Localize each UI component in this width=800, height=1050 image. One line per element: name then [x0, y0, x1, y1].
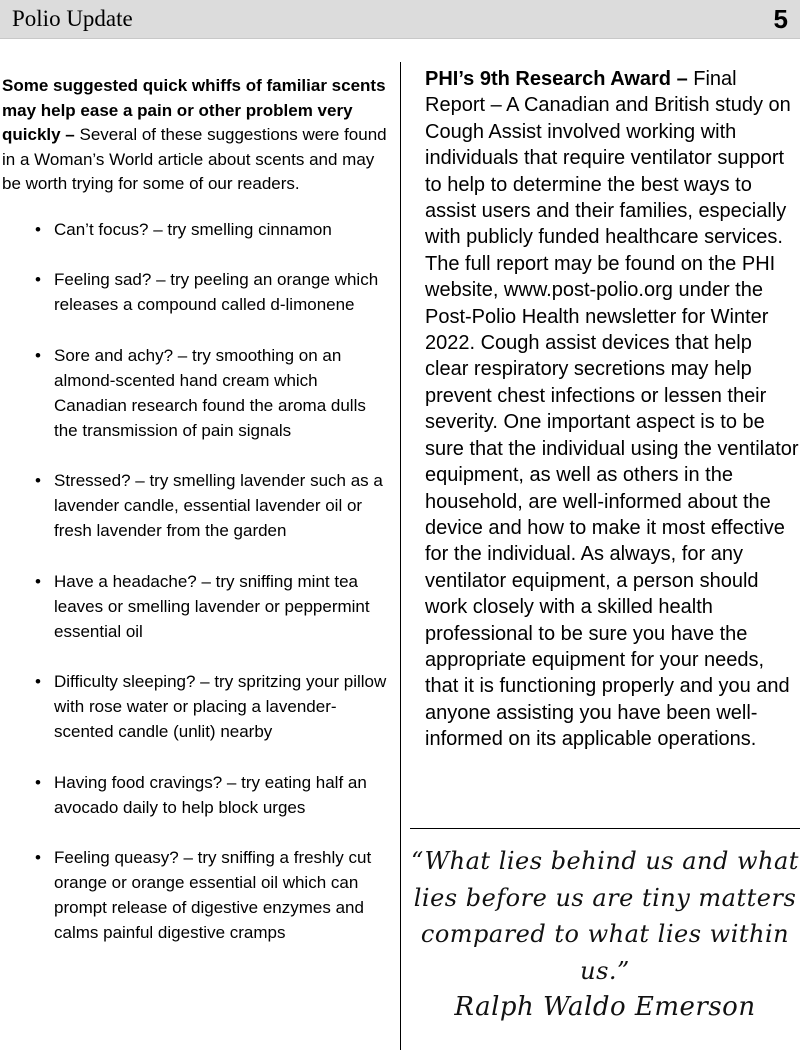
- scent-tips-list: [2, 217, 387, 946]
- research-award-heading: PHI’s 9th Research Award –: [425, 68, 688, 90]
- list-item: • Having food cravings? – try eating half an avocado daily to help block urges: [2, 770, 387, 820]
- quote-author: Ralph Waldo Emerson: [454, 992, 756, 1022]
- quote-text: “What lies behind us and what lies before us are tiny matters compared to what lies within us.”: [411, 847, 799, 985]
- scents-intro-text: Several of these suggestions were found in a Woman’s World article about scents and may be worth trying for some of our readers.: [2, 125, 387, 193]
- list-item: • Feeling sad? – try peeling an orange which releases a compound called d-limonene: [2, 267, 387, 317]
- page-number: 5: [773, 4, 788, 34]
- list-item: • Have a headache? – try sniffing mint tea leaves or smelling lavender or peppermint essential oil: [2, 569, 387, 644]
- list-item: • Feeling queasy? – try sniffing a freshly cut orange or orange essential oil which can prompt release of digestive enzymes and calms painful digestive cramps: [2, 845, 387, 945]
- research-award-body: Final Report – A Canadian and British study on Cough Assist involved working with individuals that require ventilator support to help to determine the best ways to assist users and their families, especially with publicly funded healthcare services. The full report may be found on the PHI website, www.post-polio.org under the Post-Polio Health newsletter for Winter 2022. Cough assist devices that help clear respiratory secretions may help prevent chest infections or lessen their severity. One important aspect is to be sure that the individual using the ventilator equipment, as well as others in the household, are well-informed about the device and how to make it most effective for the individual. As always, for any ventilator equipment, a person should work closely with a skilled health professional to be sure you have the appropriate equipment for your needs, that it is functioning properly and you and anyone assisting you have been well-informed on its applicable operations.: [425, 68, 799, 751]
- list-item: • Sore and achy? – try smoothing on an almond-scented hand cream which Canadian research found the aroma dulls the transmission of pain signals: [2, 343, 387, 443]
- list-item: • Can’t focus? – try smelling cinnamon: [2, 217, 387, 242]
- quote-block: [410, 843, 800, 1026]
- list-item: • Stressed? – try smelling lavender such as a lavender candle, essential lavender oil or fresh lavender from the garden: [2, 468, 387, 543]
- research-award-article: [425, 66, 800, 753]
- quote-divider: [410, 828, 800, 829]
- scents-article: [2, 74, 387, 971]
- scents-intro: [2, 74, 387, 197]
- column-divider: [400, 62, 401, 1050]
- scents-heading: Some suggested quick whiffs of familiar scents may help ease a pain or other problem very quickly –: [2, 76, 386, 144]
- page-header: [0, 0, 800, 39]
- newsletter-title: Polio Update: [12, 6, 133, 31]
- list-item: • Difficulty sleeping? – try spritzing your pillow with rose water or placing a lavender-scented candle (unlit) nearby: [2, 669, 387, 744]
